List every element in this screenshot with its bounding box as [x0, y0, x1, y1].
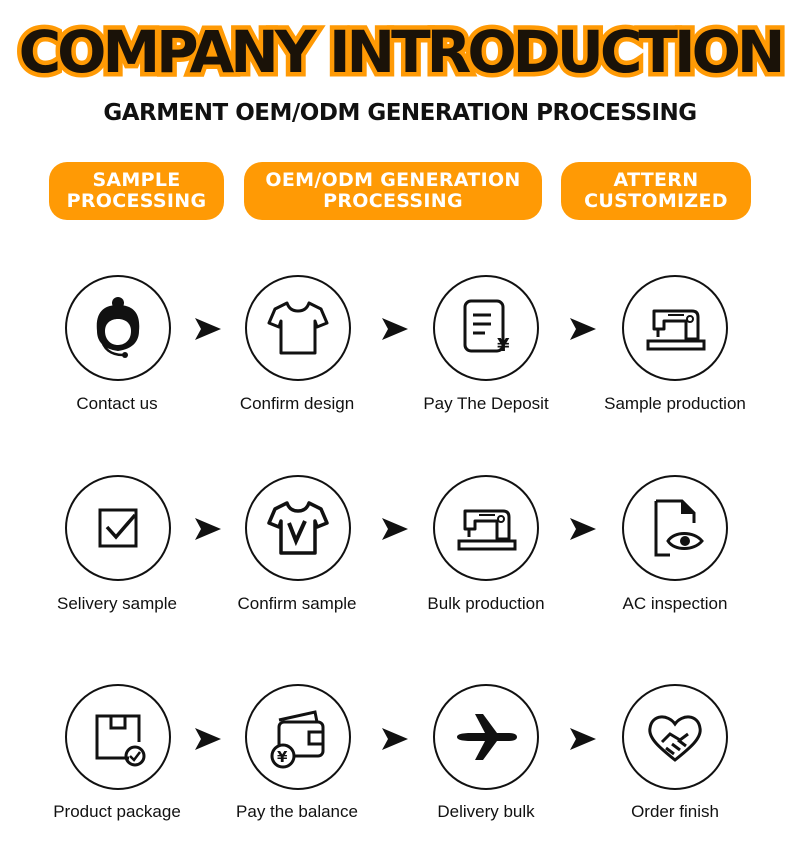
- step-label: Contact us: [76, 394, 158, 413]
- step-sample-production: [622, 275, 728, 381]
- tshirt-icon: [263, 293, 333, 363]
- invoice-yen-icon: [451, 293, 521, 363]
- arrow-right-icon: [193, 314, 223, 344]
- page-title: COMPANY INTRODUCTION: [18, 18, 782, 86]
- tab-sample-processing[interactable]: [49, 162, 224, 220]
- arrow-right-icon: [380, 724, 410, 754]
- document-eye-icon: [640, 493, 710, 563]
- tshirt-check-icon: [263, 493, 333, 563]
- step-label: Product package: [53, 802, 181, 821]
- step-ac-inspection: [622, 475, 728, 581]
- arrow-right-icon: [568, 314, 598, 344]
- step-contact-us: [65, 275, 171, 381]
- sewing-machine-icon: [640, 293, 710, 363]
- airplane-icon: [451, 702, 521, 772]
- tab-label-line1: ATTERN: [613, 169, 699, 191]
- step-label: Selivery sample: [57, 594, 177, 613]
- step-confirm-sample: [245, 475, 351, 581]
- step-label: Pay The Deposit: [423, 394, 549, 413]
- step-pay-deposit: [433, 275, 539, 381]
- customer-service-icon: [83, 293, 153, 363]
- arrow-right-icon: [193, 514, 223, 544]
- step-label: Confirm design: [239, 394, 355, 413]
- wallet-yen-icon: [263, 702, 333, 772]
- step-delivery-sample: [65, 475, 171, 581]
- step-label: Pay the balance: [236, 802, 358, 821]
- arrow-right-icon: [568, 514, 598, 544]
- step-bulk-production: [433, 475, 539, 581]
- tab-attern-customized[interactable]: [561, 162, 751, 220]
- handshake-icon: [640, 702, 710, 772]
- checkbox-icon: [83, 493, 153, 563]
- svg-text:¥: ¥: [277, 748, 288, 766]
- step-label: Order finish: [631, 802, 719, 821]
- tab-oem-odm-processing[interactable]: [244, 162, 542, 220]
- step-confirm-design: [245, 275, 351, 381]
- step-product-package: [65, 684, 171, 790]
- step-label: Bulk production: [427, 594, 545, 613]
- tab-label-line2: PROCESSING: [66, 190, 207, 212]
- arrow-right-icon: [193, 724, 223, 754]
- step-pay-balance: [245, 684, 351, 790]
- svg-text:¥: ¥: [497, 335, 510, 356]
- tab-label-line1: OEM/ODM GENERATION: [265, 169, 521, 191]
- step-delivery-bulk: [433, 684, 539, 790]
- step-order-finish: [622, 684, 728, 790]
- tab-label-line2: PROCESSING: [323, 190, 463, 212]
- arrow-right-icon: [380, 514, 410, 544]
- step-label: AC inspection: [622, 594, 728, 613]
- page-subtitle: GARMENT OEM/ODM GENERATION PROCESSING: [103, 100, 697, 126]
- arrow-right-icon: [568, 724, 598, 754]
- step-label: Confirm sample: [237, 594, 357, 613]
- step-label: Sample production: [604, 394, 746, 413]
- tab-label-line1: SAMPLE: [92, 169, 181, 191]
- tab-label-line2: CUSTOMIZED: [584, 190, 728, 212]
- arrow-right-icon: [380, 314, 410, 344]
- package-check-icon: [83, 702, 153, 772]
- step-label: Delivery bulk: [437, 802, 535, 821]
- sewing-machine-icon: [451, 493, 521, 563]
